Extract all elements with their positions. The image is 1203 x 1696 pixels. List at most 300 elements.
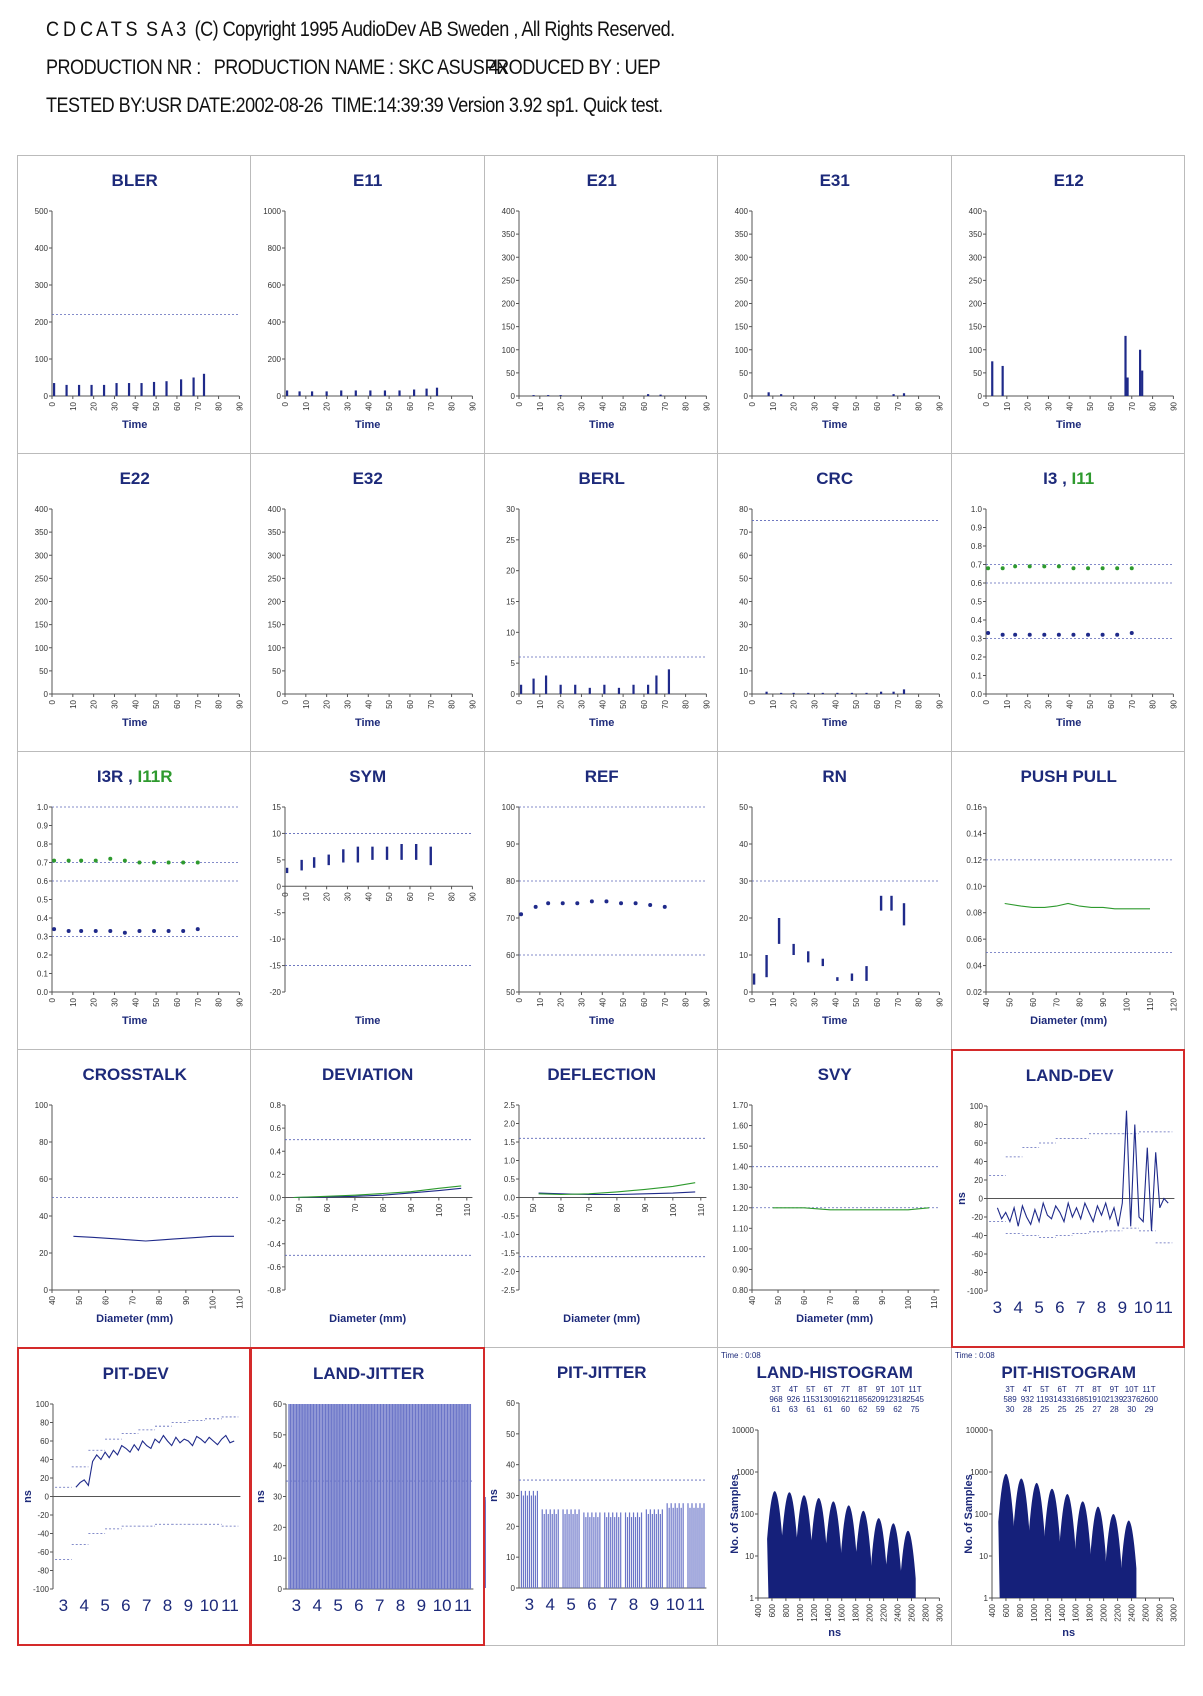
x-axis-label: Time (355, 1015, 381, 1027)
x-tick-label: 2400 (1127, 1604, 1137, 1622)
y-tick-label: 30 (739, 620, 749, 630)
y-tick-label: 10 (272, 829, 282, 839)
point (1027, 564, 1031, 568)
y-tick-label: 50 (739, 574, 749, 584)
x-tick-label: 3 (992, 1298, 1002, 1317)
y-tick-label: 80 (973, 1120, 983, 1130)
y-tick-label: 1.0 (36, 803, 48, 812)
chart-svy-svg (718, 1050, 951, 1348)
y-tick-label: 60 (505, 1399, 515, 1408)
legend-entry: 3T (771, 1385, 781, 1394)
x-tick-label: 20 (1023, 700, 1033, 709)
point (1086, 633, 1090, 637)
x-tick-label: 50 (1005, 998, 1015, 1007)
x-tick-label: 10 (665, 1595, 685, 1614)
y-tick-label: 1000 (736, 1468, 755, 1477)
x-tick-label: 80 (681, 998, 691, 1007)
chart-title: LAND-DEV (1025, 1066, 1114, 1085)
x-tick-label: 80 (681, 700, 691, 709)
x-axis-label: Time (822, 419, 848, 431)
point (1000, 566, 1004, 570)
x-tick-label: 20 (323, 402, 333, 411)
x-tick-label: 5 (333, 1596, 344, 1615)
legend-count: 62 (893, 1405, 903, 1414)
x-tick-label: 30 (577, 402, 587, 411)
y-tick-label: 400 (734, 207, 749, 216)
y-tick-label: 0.6 (270, 1124, 282, 1134)
x-tick-label: 9 (649, 1595, 659, 1614)
y-tick-label: 100 (740, 1510, 755, 1519)
series-line (76, 1436, 234, 1488)
y-tick-label: 50 (273, 1430, 283, 1440)
x-tick-label: 20 (1023, 402, 1033, 411)
x-tick-label: 70 (427, 402, 437, 411)
point (79, 859, 83, 863)
chart-i3i11 (951, 453, 1185, 752)
y-tick-label: 0.16 (966, 803, 982, 812)
x-axis-label: Time (121, 419, 148, 431)
x-tick-label: 20 (556, 402, 566, 411)
x-tick-label: 80 (447, 402, 457, 411)
chart-title: BERL (578, 469, 625, 488)
x-tick-label: 30 (110, 402, 120, 411)
x-tick-label: 400 (987, 1604, 997, 1618)
x-tick-label: 50 (852, 402, 862, 411)
point (152, 861, 156, 865)
y-tick-label: 0.5 (970, 597, 982, 607)
x-tick-label: 80 (447, 892, 457, 902)
chart-deviation (250, 1049, 484, 1348)
y-tick-label: 10000 (965, 1426, 988, 1435)
legend-entry: 5T (1039, 1385, 1050, 1394)
x-tick-label: 2800 (921, 1604, 931, 1622)
x-tick-label: 90 (702, 402, 712, 411)
produced-by: PRODUCED BY : UEP (484, 56, 661, 79)
x-tick-label: 90 (468, 892, 478, 902)
legend-count: 61 (806, 1405, 816, 1414)
y-tick-label: 0 (510, 690, 515, 699)
point (1100, 566, 1104, 570)
y-tick-label: 150 (34, 620, 48, 630)
point (1000, 633, 1004, 637)
y-tick-label: 800 (268, 244, 282, 253)
x-tick-label: 6 (354, 1596, 365, 1615)
y-tick-label: 250 (501, 276, 515, 286)
x-tick-label: 50 (152, 700, 162, 709)
x-tick-label: 70 (1127, 700, 1137, 709)
y-tick-label: -0.2 (267, 1216, 282, 1226)
y-tick-label: 20 (40, 1474, 49, 1483)
y-tick-label: 150 (268, 620, 282, 630)
header-production-line (46, 56, 1009, 94)
x-tick-label: 0 (514, 402, 524, 407)
chart-pithist (951, 1347, 1185, 1646)
x-tick-label: 70 (193, 402, 203, 411)
y-tick-label: -20 (269, 988, 282, 997)
x-tick-label: 0 (748, 998, 758, 1003)
point (94, 929, 98, 933)
y-tick-label: 0.5 (503, 1175, 515, 1184)
x-tick-label: 80 (681, 402, 691, 411)
x-tick-label: 110 (463, 1203, 473, 1217)
x-tick-label: 9 (417, 1596, 427, 1615)
x-tick-label: 10 (199, 1596, 219, 1615)
point (1042, 633, 1046, 637)
chart-e31-svg (718, 156, 951, 454)
chart-e21-svg (485, 156, 718, 454)
chart-landjitter-svg (252, 1349, 485, 1647)
x-axis-label: Diameter (mm) (1029, 1015, 1107, 1027)
chart-landdev (951, 1049, 1185, 1348)
chart-title: I3R , I11R (96, 767, 173, 786)
y-tick-label: 80 (40, 1418, 49, 1428)
x-tick-label: 40 (598, 700, 608, 709)
legend-value: 589 (1002, 1395, 1017, 1404)
x-tick-label: 10 (433, 1596, 453, 1615)
y-tick-label: 100 (268, 643, 282, 653)
legend-value: 1685 (1070, 1395, 1089, 1404)
x-tick-label: 60 (172, 998, 182, 1007)
y-tick-label: 50 (739, 368, 749, 378)
x-tick-label: 70 (427, 700, 437, 709)
point (633, 901, 637, 905)
y-tick-label: 40 (273, 1461, 283, 1471)
x-tick-label: 50 (1085, 700, 1095, 709)
y-tick-label: 300 (34, 281, 48, 290)
legend-entry: 5T (806, 1385, 816, 1394)
x-tick-label: 11 (1154, 1298, 1173, 1317)
chart-e22-svg (18, 454, 251, 752)
x-tick-label: 50 (528, 1203, 538, 1213)
y-tick-label: -60 (971, 1250, 983, 1259)
y-tick-label: 10 (505, 628, 515, 638)
histogram-area (998, 1474, 1136, 1598)
x-tick-label: 90 (702, 700, 712, 709)
legend-count: 62 (858, 1405, 868, 1414)
x-tick-label: 50 (152, 998, 162, 1007)
x-tick-label: 40 (831, 998, 841, 1007)
x-tick-label: 90 (235, 998, 245, 1007)
x-tick-label: 90 (1168, 402, 1178, 411)
point (137, 861, 141, 865)
x-tick-label: 0 (981, 700, 991, 705)
y-tick-label: 250 (268, 574, 282, 584)
x-axis-label: Time (355, 717, 381, 729)
y-tick-label: -0.4 (267, 1239, 282, 1249)
y-tick-label: 400 (34, 244, 48, 253)
y-tick-label: 0.4 (270, 1147, 282, 1157)
y-tick-label: 0 (743, 690, 749, 699)
legend-entry: 8T (1091, 1385, 1102, 1394)
x-tick-label: 90 (235, 402, 245, 411)
x-tick-label: 2600 (907, 1604, 917, 1622)
y-axis-label: ns (487, 1489, 500, 1502)
y-tick-label: 10 (273, 1554, 283, 1564)
y-tick-label: 0.6 (36, 877, 48, 886)
y-tick-label: 10 (745, 1552, 755, 1561)
x-tick-label: 10 (68, 700, 78, 709)
y-tick-label: 1.0 (970, 505, 982, 514)
chart-title: PIT-JITTER (556, 1363, 647, 1382)
x-tick-label: 90 (640, 1203, 650, 1213)
x-tick-label: 100 (208, 1296, 218, 1310)
point (181, 929, 185, 933)
point (986, 566, 990, 570)
point (575, 901, 579, 905)
x-tick-label: 8 (628, 1595, 639, 1614)
y-tick-label: 100 (734, 345, 749, 355)
x-tick-label: 60 (873, 700, 883, 709)
point (533, 905, 537, 909)
x-tick-label: 4 (545, 1595, 555, 1614)
y-tick-label: 0.2 (970, 653, 982, 662)
x-tick-label: 40 (364, 700, 374, 709)
y-tick-label: 350 (734, 230, 749, 240)
x-tick-label: 40 (1064, 700, 1074, 709)
y-tick-label: 0.1 (36, 969, 48, 979)
y-tick-label: 100 (35, 1400, 49, 1409)
y-tick-label: 40 (505, 1460, 515, 1470)
x-tick-label: 50 (774, 1296, 784, 1305)
legend-entry: 11T (1142, 1385, 1156, 1394)
y-tick-label: 0 (276, 392, 282, 401)
legend-entry: 8T (858, 1385, 868, 1394)
x-tick-label: 110 (1145, 998, 1155, 1011)
x-tick-label: 60 (873, 998, 883, 1007)
y-tick-label: 0 (43, 690, 48, 699)
x-tick-label: 1400 (823, 1604, 833, 1622)
x-tick-label: 80 (914, 402, 924, 411)
chart-title: PIT-DEV (102, 1364, 169, 1383)
x-tick-label: 30 (810, 998, 820, 1007)
x-tick-label: 80 (852, 1296, 862, 1305)
y-tick-label: 200 (501, 299, 515, 309)
y-tick-label: 1 (749, 1594, 755, 1603)
legend-value: 1193 (1035, 1395, 1053, 1404)
y-tick-label: 50 (505, 368, 515, 378)
y-tick-label: 400 (968, 207, 982, 216)
y-tick-label: 300 (501, 253, 515, 263)
legend-count: 27 (1092, 1405, 1101, 1414)
report-header (46, 18, 1009, 132)
y-tick-label: -80 (37, 1566, 49, 1576)
x-axis-label: Diameter (mm) (329, 1313, 407, 1325)
y-tick-label: 25 (505, 535, 515, 545)
chart-e12 (951, 155, 1185, 454)
x-tick-label: 3 (524, 1595, 534, 1614)
x-tick-label: 80 (447, 700, 457, 709)
legend-value: 1309 (819, 1395, 838, 1404)
y-tick-label: 0 (276, 882, 282, 892)
y-tick-label: 10 (978, 1552, 988, 1561)
y-tick-label: 400 (501, 207, 515, 216)
x-axis-label: Time (1055, 419, 1082, 431)
y-tick-label: 200 (34, 597, 48, 607)
y-tick-label: 10 (739, 951, 749, 960)
y-tick-label: 0.0 (970, 690, 982, 699)
x-tick-label: 60 (800, 1296, 810, 1305)
y-tick-label: 100 (501, 345, 515, 355)
y-tick-label: 0.0 (270, 1193, 282, 1203)
x-tick-label: 70 (893, 402, 903, 411)
x-tick-label: 800 (1015, 1604, 1025, 1618)
legend-count: 29 (1144, 1405, 1154, 1414)
x-tick-label: 20 (89, 998, 99, 1007)
legend-entry: 10T (1124, 1385, 1139, 1394)
y-tick-label: 200 (268, 355, 282, 364)
chart-e12-svg (952, 156, 1185, 454)
x-tick-label: 20 (556, 998, 566, 1007)
production-nr: PRODUCTION NR : (46, 56, 201, 79)
legend-value: 1910 (1087, 1395, 1106, 1404)
x-tick-label: 60 (1106, 402, 1116, 411)
x-tick-label: 800 (782, 1604, 792, 1618)
chart-e32-svg (251, 454, 484, 752)
point (1115, 566, 1119, 570)
legend-count: 61 (771, 1405, 781, 1414)
y-tick-label: -40 (971, 1231, 983, 1241)
y-tick-label: -0.5 (501, 1212, 515, 1221)
x-tick-label: 50 (618, 700, 628, 709)
y-tick-label: 0 (43, 1286, 48, 1295)
time-label: Time : 0:08 (954, 1351, 995, 1360)
legend-value: 2318 (888, 1395, 907, 1404)
legend-value: 1856 (854, 1395, 872, 1404)
x-tick-label: 0 (748, 700, 758, 705)
y-tick-label: 150 (968, 322, 982, 332)
x-tick-label: 11 (221, 1596, 239, 1615)
y-tick-label: 0.6 (970, 579, 982, 588)
point (108, 857, 112, 861)
y-tick-label: -0.6 (267, 1262, 282, 1272)
series-line (73, 1236, 234, 1241)
point (546, 901, 550, 905)
chart-title: LAND-HISTOGRAM (756, 1363, 914, 1382)
point (79, 929, 83, 933)
x-tick-label: 50 (74, 1296, 84, 1305)
x-tick-label: 10 (302, 700, 312, 709)
x-tick-label: 5 (566, 1595, 576, 1614)
y-tick-label: 80 (39, 1138, 48, 1147)
y-tick-label: 0 (277, 1585, 283, 1594)
chart-deflection-svg (485, 1050, 718, 1348)
x-tick-label: 60 (101, 1296, 111, 1305)
y-tick-label: 350 (501, 230, 515, 240)
x-tick-label: 90 (181, 1296, 191, 1305)
point (1042, 564, 1046, 568)
x-axis-label: Time (121, 717, 148, 729)
y-tick-label: 0.14 (966, 829, 982, 839)
y-tick-label: 400 (268, 505, 282, 514)
y-axis-label: No. of Samples (962, 1474, 975, 1554)
y-tick-label: 1000 (969, 1468, 988, 1477)
y-tick-label: -100 (32, 1585, 49, 1594)
x-tick-label: 110 (930, 1296, 940, 1309)
x-tick-label: 60 (406, 402, 416, 411)
point (1115, 633, 1119, 637)
y-tick-label: 60 (739, 551, 749, 561)
point (561, 901, 565, 905)
chart-title: RN (822, 767, 848, 786)
y-tick-label: 0.8 (270, 1101, 282, 1110)
x-axis-label: Time (822, 717, 848, 729)
chart-pithist-svg (952, 1348, 1185, 1646)
y-tick-label: 40 (40, 1455, 49, 1465)
x-tick-label: 60 (172, 700, 182, 709)
x-tick-label: 10 (302, 892, 312, 902)
x-tick-label: 5 (1033, 1298, 1044, 1317)
legend-count: 25 (1074, 1405, 1084, 1414)
y-tick-label: 0.2 (270, 1170, 282, 1180)
x-tick-label: 40 (131, 402, 141, 411)
x-tick-label: 8 (1096, 1298, 1106, 1317)
chart-title: LAND-JITTER (313, 1364, 425, 1383)
legend-entry: 9T (1109, 1385, 1119, 1394)
y-tick-label: -20 (971, 1213, 983, 1222)
chart-crc-svg (718, 454, 951, 752)
chart-landjitter (250, 1347, 484, 1646)
chart-crosstalk (17, 1049, 251, 1348)
x-tick-label: 50 (618, 998, 628, 1007)
y-tick-label: 60 (973, 1139, 983, 1148)
y-tick-label: 400 (34, 505, 48, 514)
chart-title: CRC (816, 469, 854, 488)
y-tick-label: 50 (272, 666, 282, 676)
x-tick-label: 30 (577, 700, 587, 709)
y-tick-label: 40 (739, 597, 749, 607)
x-tick-label: 0 (748, 402, 758, 407)
y-axis-label: ns (955, 1192, 968, 1205)
chart-i3i11-svg (952, 454, 1185, 752)
x-tick-label: 0 (48, 402, 57, 407)
y-tick-label: 300 (734, 253, 749, 263)
legend-value: 1153 (802, 1395, 820, 1404)
x-tick-label: 40 (131, 700, 141, 709)
x-tick-label: 10 (1002, 402, 1012, 411)
chart-title: PIT-HISTOGRAM (1000, 1363, 1136, 1382)
chart-rn-svg (718, 752, 951, 1050)
legend-count: 28 (1109, 1405, 1119, 1414)
y-tick-label: 60 (273, 1400, 283, 1409)
chart-title: DEVIATION (322, 1065, 414, 1084)
y-tick-label: 0.4 (36, 914, 48, 923)
x-tick-label: 80 (379, 1203, 389, 1213)
y-tick-label: 0 (44, 1492, 49, 1502)
x-tick-label: 20 (556, 700, 566, 709)
x-tick-label: 20 (89, 700, 99, 709)
x-tick-label: 90 (702, 998, 712, 1007)
x-tick-label: 10 (68, 402, 78, 411)
chart-e11 (250, 155, 484, 454)
x-tick-label: 1000 (1029, 1604, 1039, 1622)
x-tick-label: 60 (873, 402, 883, 411)
x-tick-label: 6 (1054, 1298, 1065, 1317)
y-tick-label: 30 (505, 1491, 515, 1501)
x-axis-label: ns (1061, 1627, 1075, 1639)
y-tick-label: 0.1 (970, 671, 982, 681)
y-tick-label: 400 (268, 318, 282, 327)
chart-e31 (717, 155, 951, 454)
y-tick-label: 100 (34, 355, 48, 364)
x-tick-label: 2000 (865, 1604, 875, 1622)
chart-title: I3 , I11 (1042, 469, 1094, 488)
y-tick-label: 150 (501, 322, 515, 332)
x-tick-label: 80 (155, 1296, 165, 1305)
y-tick-label: 0.9 (970, 523, 982, 533)
x-tick-label: 1200 (1043, 1604, 1053, 1622)
y-tick-label: 0.12 (966, 855, 982, 865)
x-tick-label: 90 (468, 700, 478, 709)
